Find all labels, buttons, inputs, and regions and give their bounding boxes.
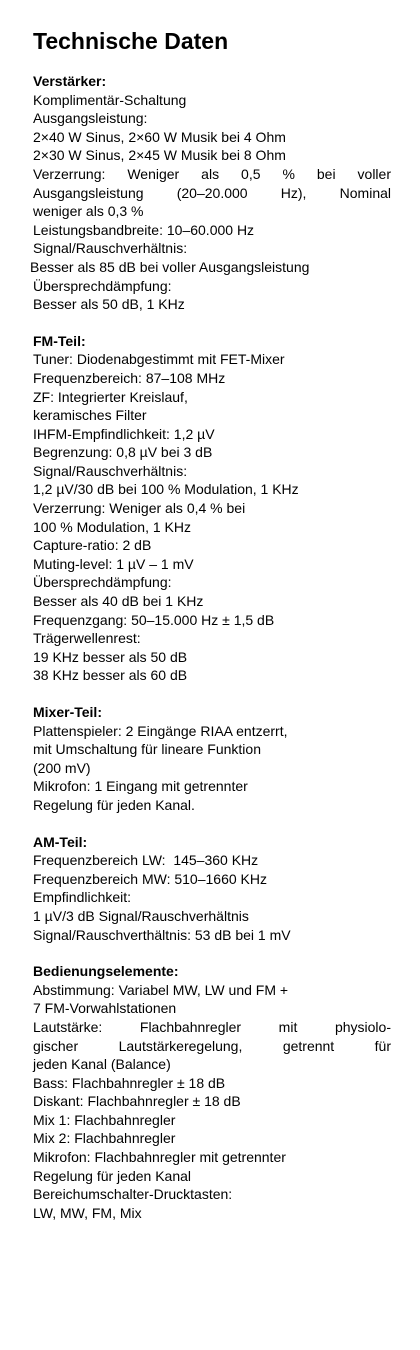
spec-line: 7 FM-Vorwahlstationen [33,1000,177,1017]
spec-line: Diskant: Flachbahnregler ± 18 dB [33,1093,241,1110]
spec-line: Leistungsbandbreite: 10–60.000 Hz [33,221,255,238]
spec-line: 19 KHz besser als 50 dB [33,648,188,665]
spec-line: Regelung für jeden Kanal [33,1167,192,1184]
spec-line: Ausgangsleistung (20–20.000 Hz), Nominal [33,184,391,201]
spec-line: Verzerrung: Weniger als 0,5 % bei voller [33,165,391,182]
spec-line: Mikrofon: 1 Eingang mit getrennter [33,778,248,795]
am-spec-list [33,851,420,944]
controls-spec-list [33,981,420,1223]
spec-line: Frequenzbereich MW: 510–1660 KHz [33,870,267,887]
mixer-spec-list [33,722,420,815]
spec-line: Mix 2: Flachbahnregler [33,1130,176,1147]
section-heading-amplifier: Verstärker: [33,73,107,89]
spec-line: Plattenspieler: 2 Eingänge RIAA entzerrt, [33,722,288,739]
section-heading-fm: FM-Teil: [33,332,86,349]
spec-line: Capture-ratio: 2 dB [33,537,152,554]
spec-line: Abstimmung: Variabel MW, LW und FM + [33,981,289,998]
spec-line: 1 µV/3 dB Signal/Rauschverhältnis [33,907,249,924]
spec-line: ZF: Integrierter Kreislauf, [33,388,188,405]
spec-line: Begrenzung: 0,8 µV bei 3 dB [33,444,213,461]
spec-line: keramisches Filter [33,407,147,424]
spec-line: Besser als 40 dB bei 1 KHz [33,593,204,610]
document-title: Technische Daten [33,28,229,54]
spec-line: Signal/Rauschverhältnis: [33,462,188,479]
spec-line: Frequenzgang: 50–15.000 Hz ± 1,5 dB [33,611,275,628]
section-fm [33,332,420,685]
spec-line: Mix 1: Flachbahnregler [33,1111,176,1128]
spec-line: Lautstärke: Flachbahnregler mit physiolo- [33,1018,391,1035]
spec-line: LW, MW, FM, Mix [33,1204,142,1221]
spec-line: Signal/Rauschverhältnis: [33,240,188,257]
spec-line: 2×30 W Sinus, 2×45 W Musik bei 8 Ohm [33,147,286,164]
spec-line: 1,2 µV/30 dB bei 100 % Modulation, 1 KHz [33,481,299,498]
section-controls [33,962,420,1222]
spec-line: Übersprechdämpfung: [33,277,172,294]
amplifier-spec-list [30,91,420,314]
spec-line: Übersprechdämpfung: [33,574,172,591]
section-heading-controls: Bedienungselemente: [33,963,179,980]
spec-line: Verzerrung: Weniger als 0,4 % bei [33,500,246,517]
spec-line: Mikrofon: Flachbahnregler mit getrennter [33,1149,286,1166]
section-heading-am: AM-Teil: [33,833,88,850]
spec-line: (200 mV) [33,759,91,776]
spec-line: Regelung für jeden Kanal. [33,796,195,813]
spec-line: Empfindlichkeit: [33,889,132,906]
section-mixer [33,703,420,815]
spec-line: Bereichumschalter-Drucktasten: [33,1186,233,1203]
spec-line: gischer Lautstärkeregelung, getrennt für [33,1037,391,1054]
spec-line: Muting-level: 1 µV – 1 mV [33,555,194,572]
spec-line: Frequenzbereich: 87–108 MHz [33,369,226,386]
spec-line: Komplimentär-Schaltung [33,91,187,108]
spec-line: mit Umschaltung für lineare Funktion [33,741,261,758]
fm-spec-list [33,350,420,685]
section-heading-mixer: Mixer-Teil: [33,704,102,720]
spec-line: 100 % Modulation, 1 KHz [33,518,191,535]
spec-line: Trägerwellenrest: [33,630,141,647]
spec-line: Ausgangsleistung: [33,110,148,127]
section-amplifier [30,72,420,314]
spec-line: Signal/Rauschverthältnis: 53 dB bei 1 mV [33,926,291,943]
spec-line: Tuner: Diodenabgestimmt mit FET-Mixer [33,351,285,368]
spec-line: Besser als 85 dB bei voller Ausgangsleistung [30,258,310,275]
spec-line: weniger als 0,3 % [33,203,144,220]
spec-line: Frequenzbereich LW: 145–360 KHz [33,852,259,869]
spec-line: jeden Kanal (Balance) [33,1056,171,1073]
spec-line: 38 KHz besser als 60 dB [33,667,188,684]
spec-line: Besser als 50 dB, 1 KHz [33,296,185,313]
spec-line: Bass: Flachbahnregler ± 18 dB [33,1074,226,1091]
spec-line: 2×40 W Sinus, 2×60 W Musik bei 4 Ohm [33,128,286,145]
spec-line: IHFM-Empfindlichkeit: 1,2 µV [33,425,215,442]
section-am [33,833,420,945]
